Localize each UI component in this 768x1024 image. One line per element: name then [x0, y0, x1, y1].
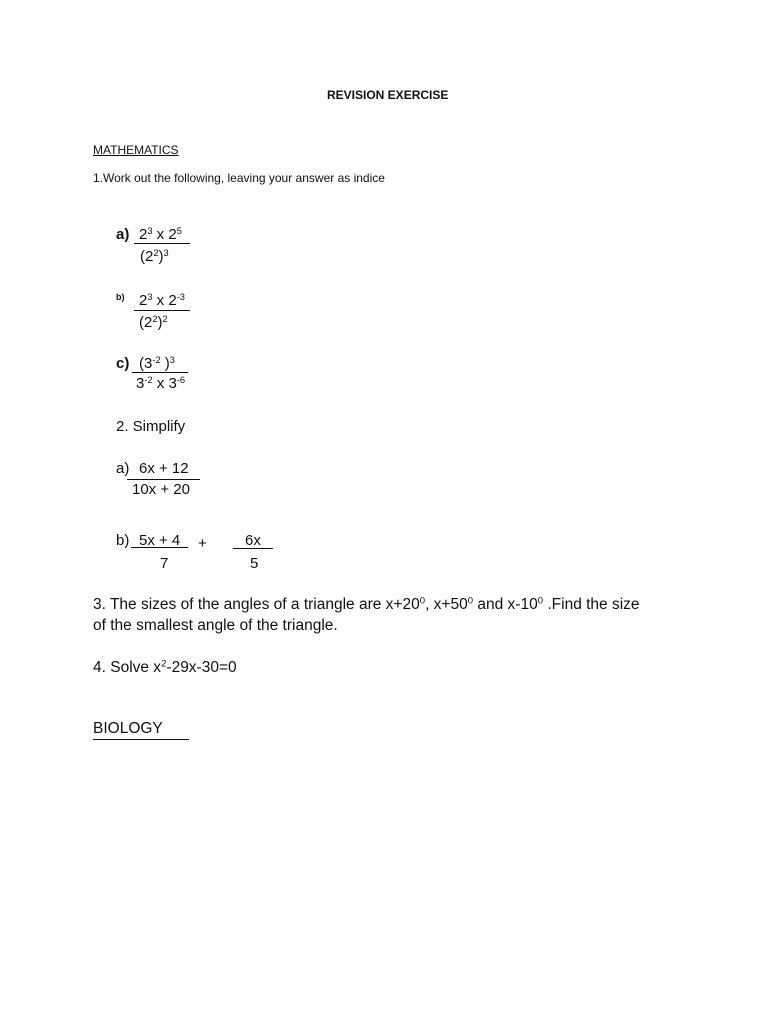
question-1-instruction: 1.Work out the following, leaving your answer as indice	[93, 171, 385, 185]
q2-a-fraction-bar	[127, 479, 200, 480]
question-2-heading: 2. Simplify	[116, 418, 186, 435]
subject-heading-mathematics: MATHEMATICS	[93, 143, 179, 157]
q2-a-numerator: 6x + 12	[139, 460, 189, 477]
q2-a-denominator: 10x + 20	[132, 481, 190, 498]
q2-b-fraction-bar-2	[233, 548, 273, 549]
q1-b-denominator: $(2^2)^2$	[139, 313, 168, 331]
subject-heading-biology: BIOLOGY	[93, 720, 163, 737]
q2-a-label: a)	[116, 460, 130, 477]
question-4: 4. Solve $x^2-29x-30=0$	[93, 658, 237, 676]
page-title: REVISION EXERCISE	[327, 88, 449, 102]
q1-b-numerator: $2^3$ x $2^{-3}$	[139, 291, 185, 309]
q1-b-fraction-bar	[134, 310, 190, 311]
q1-a-label: a)	[116, 226, 130, 243]
q2-b-denominator-2: 5	[250, 555, 259, 572]
q1-c-numerator: ($3^{-2}$ )$^3$	[139, 354, 175, 372]
q1-a-denominator: $(2^2)^3$	[140, 247, 169, 265]
q2-b-label: b)	[116, 532, 130, 549]
q2-b-denominator-1: 7	[160, 555, 169, 572]
q1-a-fraction-bar	[134, 243, 190, 244]
q2-b-numerator-1: 5x + 4	[139, 532, 181, 549]
question-3-line-1: 3. The sizes of the angles of a triangle are $x+20^0$, $x+50^0$ and $x-10^0$ .Find the size	[93, 595, 640, 613]
q1-c-denominator: $3^{-2}$ x $3^{-6}$	[136, 374, 186, 392]
q1-b-label: b)	[116, 292, 125, 302]
q1-a-numerator: $2^3$ x $2^5$	[139, 225, 182, 243]
q2-b-fraction-bar-1	[131, 547, 188, 548]
biology-underline	[93, 739, 189, 740]
q1-c-fraction-bar	[132, 372, 188, 373]
q2-b-plus-sign: +	[198, 535, 207, 552]
q1-c-label: c)	[116, 355, 130, 372]
question-3-line-2: of the smallest angle of the triangle.	[93, 617, 338, 634]
q2-b-numerator-2: 6x	[245, 532, 261, 549]
